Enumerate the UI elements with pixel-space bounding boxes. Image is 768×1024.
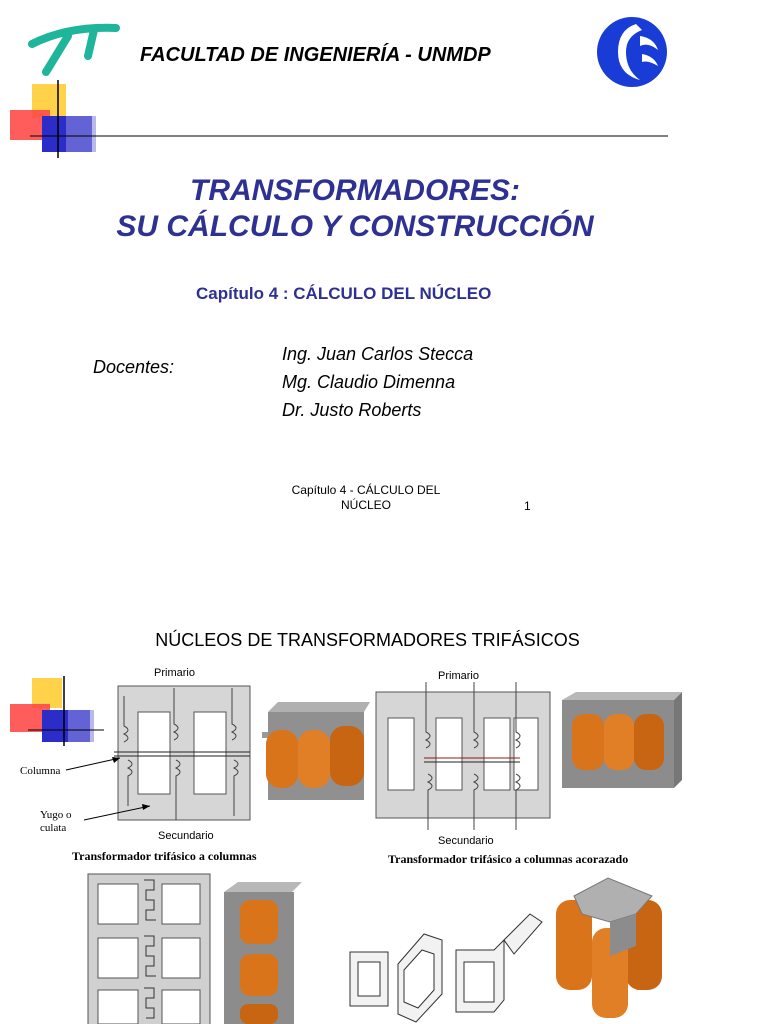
core-type-diagram — [14, 660, 264, 860]
footer-line-1: Capítulo 4 - CÁLCULO DEL — [291, 483, 441, 497]
shell-type-diagram — [370, 660, 570, 860]
fig2-caption: Transformador trifásico a columnas acorazado — [388, 852, 629, 866]
footer-line-2: NÚCLEO — [340, 498, 391, 512]
slide-2-title: NÚCLEOS DE TRANSFORMADORES TRIFÁSICOS — [155, 630, 580, 650]
stacked-core-diagram — [86, 872, 216, 1024]
core-type-3d-render — [262, 700, 372, 804]
faculty-header: FACULTAD DE INGENIERÍA - UNMDP — [140, 44, 491, 66]
page-number: 1 — [524, 499, 531, 513]
faculty-logo — [28, 14, 120, 76]
docentes-list — [282, 340, 473, 424]
title-line-2: SU CÁLCULO Y CONSTRUCCIÓN — [116, 210, 594, 243]
fig1-columna-label: Columna — [20, 765, 61, 777]
presentation-title — [0, 173, 710, 245]
decorative-squares — [8, 80, 668, 160]
fig1-primario-label: Primario — [154, 667, 195, 679]
y-core-3d-render — [552, 866, 668, 1024]
stacked-core-3d-render — [222, 880, 304, 1024]
docente-name: Ing. Juan Carlos Stecca — [282, 344, 474, 364]
fig2-secundario-label: Secundario — [438, 835, 494, 847]
fig1-yugo-label-2: culata — [40, 822, 67, 834]
exploded-core-diagram — [344, 904, 552, 1024]
docente-name: Dr. Justo Roberts — [282, 400, 422, 420]
docentes-label: Docentes: — [93, 357, 175, 377]
fig1-caption: Transformador trifásico a columnas — [72, 849, 257, 863]
slide-footer — [268, 483, 464, 513]
shell-type-3d-render — [556, 692, 684, 790]
fig2-primario-label: Primario — [438, 670, 479, 682]
fig1-yugo-label-1: Yugo o — [40, 809, 72, 821]
fig1-secundario-label: Secundario — [158, 830, 214, 842]
title-line-1: TRANSFORMADORES: — [190, 174, 520, 207]
unmdp-logo — [596, 16, 668, 88]
docente-name: Mg. Claudio Dimenna — [282, 372, 456, 392]
chapter-title: Capítulo 4 : CÁLCULO DEL NÚCLEO — [196, 284, 492, 303]
